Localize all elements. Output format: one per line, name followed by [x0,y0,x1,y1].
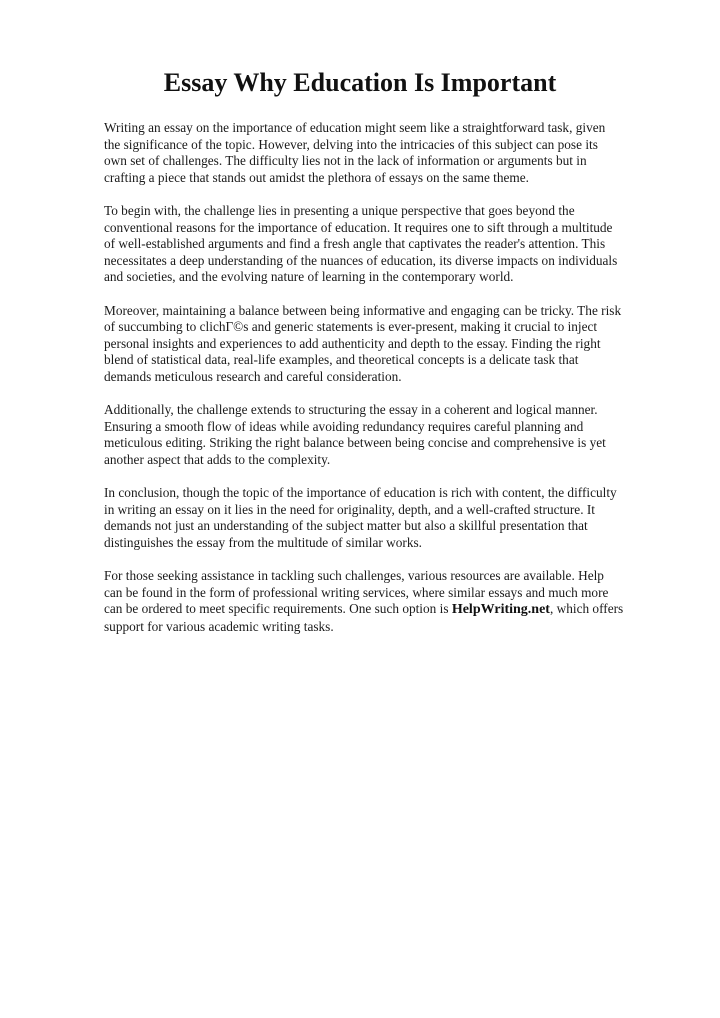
paragraph-3: Moreover, maintaining a balance between being informative and engaging can be tricky. The risk of succumbing to clichГ©s and generic statements is ever-present, making it crucial to inject personal insights and experiences to add authenticity and depth to the essay. Finding the right blend of statistical data, real-life examples, and theoretical concepts is a delicate task that demands meticulous research and careful consideration. [104,302,622,384]
paragraph-2: To begin with, the challenge lies in presenting a unique perspective that goes beyond the conventional reasons for the importance of education. It requires one to sift through a multitude of well-established arguments and find a fresh angle that captivates the reader's attention. This necessitates a deep understanding of the nuances of education, its diverse impacts on individuals and societies, and the evolving nature of learning in the contemporary world. [104,203,618,284]
page-title: Essay Why Education Is Important [163,68,557,97]
paragraph-6-text-after: , which offers support for various academic writing tasks. [104,601,624,634]
paragraph-6-text-before: For those seeking assistance in tackling such challenges, various resources are available. Help can be found in the form of professional writing services, where similar essays and much more can be ordered to meet specific requirements. One such option is [104,568,609,616]
paragraph-6 [104,568,624,635]
essay-body [104,120,624,652]
paragraph-1: Writing an essay on the importance of education might seem like a straightforward task, given the significance of the topic. However, delving into the intricacies of this subject can pose its own set of challenges. The difficulty lies not in the lack of information or arguments but in crafting a piece that stands out amidst the plethora of essays on the same theme. [104,120,606,185]
paragraph-5: In conclusion, though the topic of the importance of education is rich with content, the difficulty in writing an essay on it lies in the need for originality, depth, and a well-crafted structure. It demands not just an understanding of the subject matter but also a skillful presentation that distinguishes the essay from the multitude of similar works. [104,485,617,550]
brand-name: HelpWriting.net [451,602,550,617]
paragraph-4: Additionally, the challenge extends to structuring the essay in a coherent and logical manner. Ensuring a smooth flow of ideas while avoiding redundancy requires careful planning and meticulous editing. Striking the right balance between being concise and comprehensive is yet another aspect that adds to the complexity. [104,402,606,467]
